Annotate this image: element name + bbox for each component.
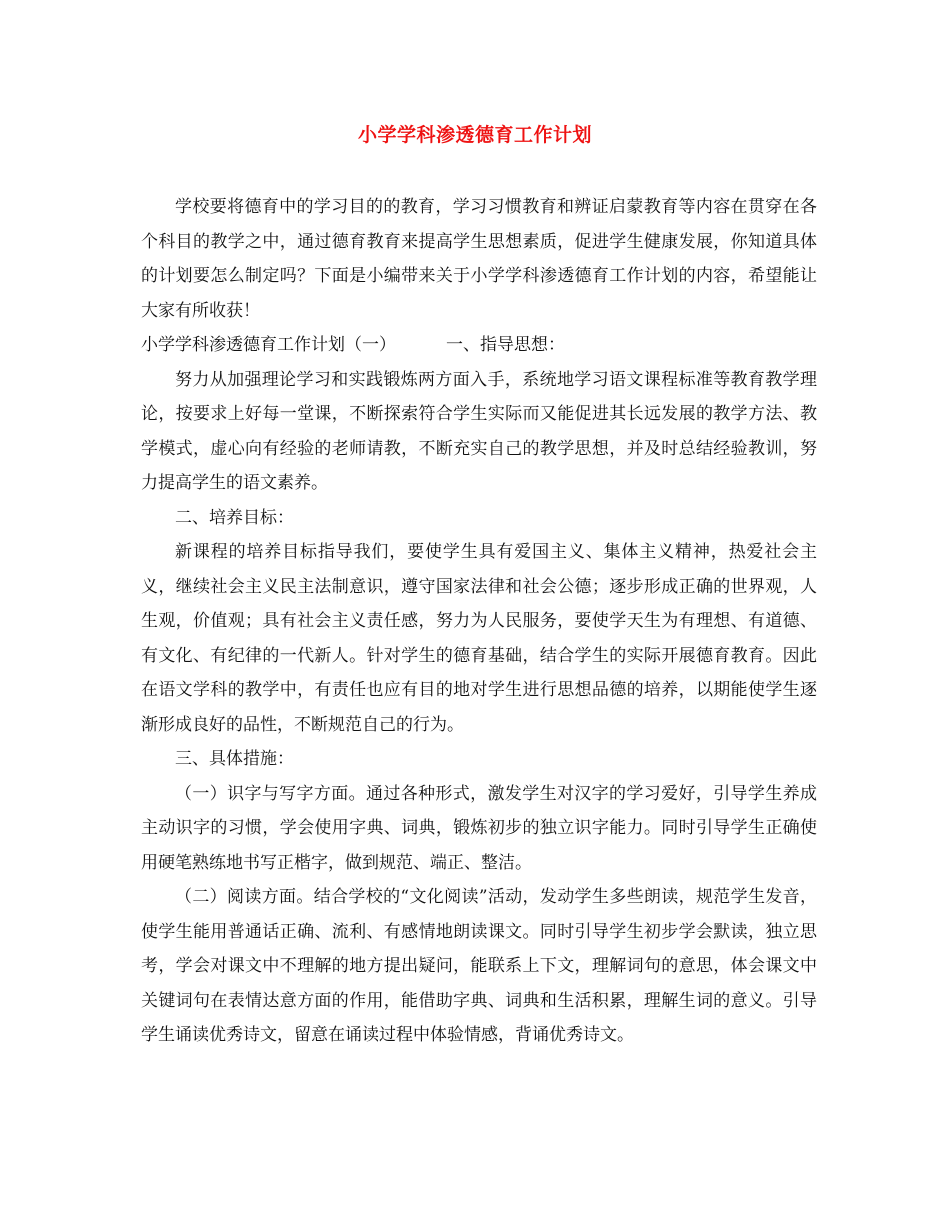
section2-heading: 二、培养目标： bbox=[175, 507, 294, 528]
section2-paragraph: 新课程的培养目标指导我们，要使学生具有爱国主义、集体主义精神，热爱社会主义，继续社会主义民主法制意识，遵守国家法律和社会公德；逐步形成正确的世界观，人生观，价值观；具有社会主义责任感，努力为人民服务，要使学天生为有理想、有道德、有文化、有纪律的一代新人。针对学生的德育基础，结合学生的实际开展德育教育。因此在语文学科的教学中，有责任也应有目的地对学生进行思想品德的培养，以期能使学生逐渐形成良好的品性，不断规范自己的行为。 bbox=[141, 542, 817, 735]
section1-heading: 一、指导思想： bbox=[446, 335, 565, 355]
measure1-paragraph: （一）识字与写字方面。通过各种形式，激发学生对汉字的学习爱好，引导学生养成主动识字的习惯，学会使用字典、词典，锻炼初步的独立识字能力。同时引导学生正确使用硬笔熟练地书写正楷字，做到规范、端正、整洁。 bbox=[141, 783, 817, 873]
plan-heading-line bbox=[141, 328, 817, 363]
measure2-paragraph: （二）阅读方面。结合学校的“文化阅读”活动，发动学生多些朗读，规范学生发音，使学生能用普通话正确、流利、有感情地朗读课文。同时引导学生初步学会默读，独立思考，学会对课文中不理解的地方提出疑问，能联系上下文，理解词句的意思，体会课文中关键词句在表情达意方面的作用，能借助字典、词典和生活积累，理解生词的意义。引导学生诵读优秀诗文，留意在诵读过程中体验情感，背诵优秀诗文。 bbox=[141, 887, 817, 1045]
plan-heading: 小学学科渗透德育工作计划（一） bbox=[141, 335, 396, 355]
document-title: 小学学科渗透德育工作计划 bbox=[357, 124, 592, 146]
document-body bbox=[141, 190, 817, 1053]
section3-heading: 三、具体措施： bbox=[175, 749, 294, 769]
intro-paragraph: 学校要将德育中的学习目的的教育，学习习惯教育和辨证启蒙教育等内容在贯穿在各个科目的教学之中，通过德育教育来提高学生思想素质，促进学生健康发展，你知道具体的计划要怎么制定吗？下面是小编带来关于小学学科渗透德育工作计划的内容，希望能让大家有所收获！ bbox=[141, 197, 817, 321]
section1-paragraph: 努力从加强理论学习和实践锻炼两方面入手，系统地学习语文课程标准等教育教学理论，按要求上好每一堂课，不断探索符合学生实际而又能促进其长远发展的教学方法、教学模式，虚心向有经验的老师请教，不断充实自己的教学思想，并及时总结经验教训，努力提高学生的语文素养。 bbox=[141, 369, 817, 493]
